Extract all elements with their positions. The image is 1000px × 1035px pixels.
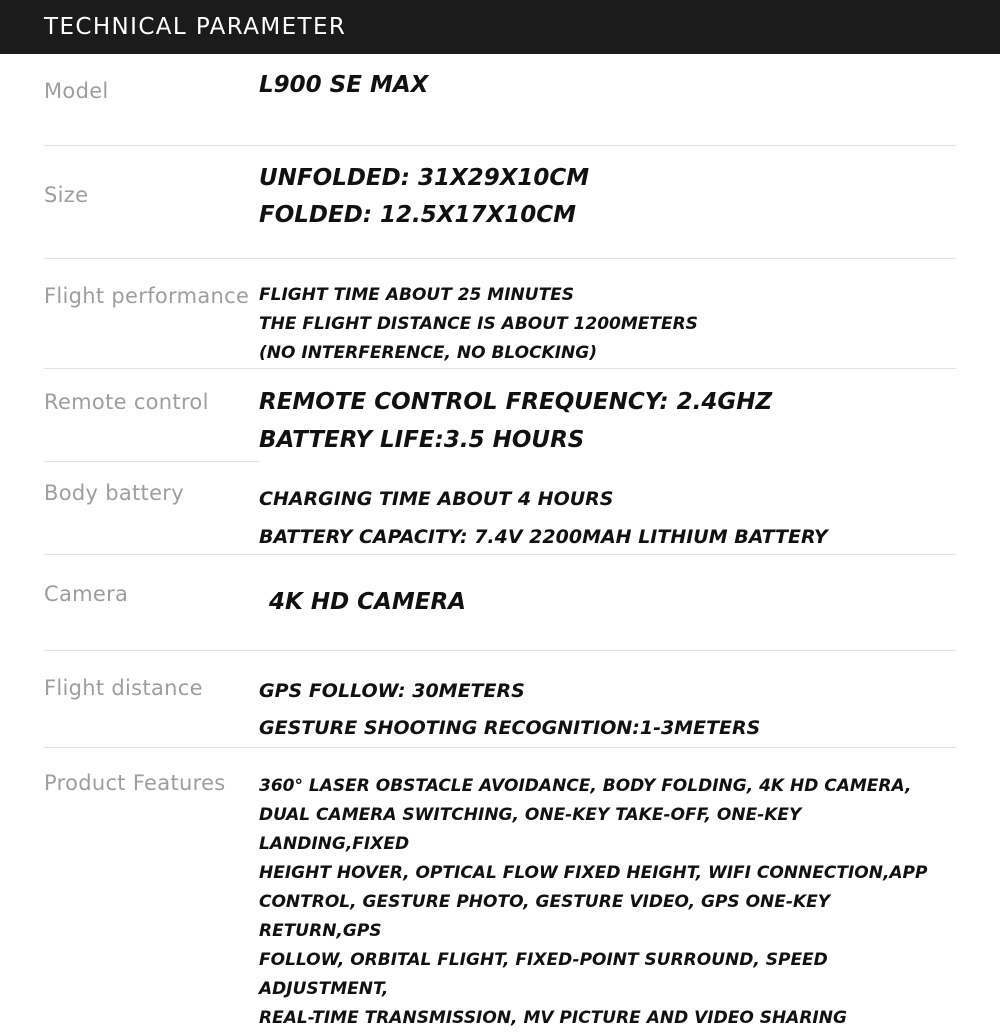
row-label-remote-control — [44, 369, 259, 417]
value-line: CHARGING TIME ABOUT 4 HOURS — [259, 488, 614, 510]
row-value-flight-performance — [259, 259, 956, 368]
value-line: CONTROL, GESTURE PHOTO, GESTURE VIDEO, GPS ONE-KEY RETURN,GPS — [259, 892, 831, 941]
value-line: UNFOLDED: 31X29X10CM — [259, 165, 590, 191]
label-line: performance — [111, 284, 250, 308]
value-line: BATTERY CAPACITY: 7.4V 2200MAH LITHIUM BATTERY — [259, 526, 828, 548]
label-line: Product — [44, 771, 126, 795]
value-line: 360° LASER OBSTACLE AVOIDANCE, BODY FOLDING, 4K HD CAMERA, — [259, 776, 912, 796]
label-line: distance — [111, 676, 203, 700]
value-line: THE FLIGHT DISTANCE IS ABOUT 1200METERS — [259, 314, 698, 334]
row-label-size: Size — [44, 183, 89, 207]
table-row-product-features — [44, 748, 956, 1033]
value-line: FOLDED: 12.5X17X10CM — [259, 202, 577, 228]
value-line: FLIGHT TIME ABOUT 25 MINUTES — [259, 285, 575, 305]
value-line: DUAL CAMERA SWITCHING, ONE-KEY TAKE-OFF, ONE-KEY LANDING,FIXED — [259, 805, 802, 854]
specs-table — [0, 54, 1000, 1033]
value-line: (NO INTERFERENCE, NO BLOCKING) — [259, 343, 597, 363]
value-line: 4K HD CAMERA — [269, 589, 466, 615]
value-line: HEIGHT HOVER, OPTICAL FLOW FIXED HEIGHT, WIFI CONNECTION,APP — [259, 863, 928, 883]
value-line: FOLLOW, ORBITAL FLIGHT, FIXED-POINT SURROUND, SPEED ADJUSTMENT, — [259, 950, 828, 999]
label-line: Remote — [44, 390, 127, 414]
row-value-body-battery — [259, 462, 956, 556]
label-line: Flight — [44, 676, 105, 700]
label-line: battery — [105, 481, 184, 505]
header-bar — [0, 0, 1000, 54]
value-line: GESTURE SHOOTING RECOGNITION:1-3METERS — [259, 717, 761, 739]
value-line: BATTERY LIFE:3.5 HOURS — [259, 427, 585, 453]
label-line: Flight — [44, 284, 105, 308]
row-value-size — [259, 146, 956, 234]
table-row-flight-distance — [44, 651, 956, 748]
label-line: Features — [132, 771, 226, 795]
row-label-flight-performance — [44, 259, 259, 311]
row-value-model — [259, 54, 956, 102]
value-line: REAL-TIME TRANSMISSION, MV PICTURE AND VIDEO SHARING — [259, 1008, 847, 1028]
row-value-product-features — [259, 748, 956, 1033]
table-row-flight-performance — [44, 259, 956, 369]
table-row-body-battery — [44, 462, 956, 555]
table-row-camera — [44, 555, 956, 651]
row-label-body-battery — [44, 462, 259, 508]
value-line: REMOTE CONTROL FREQUENCY: 2.4GHZ — [259, 389, 773, 415]
table-row-model — [44, 54, 956, 146]
value-line: L900 SE MAX — [259, 72, 429, 98]
row-label-product-features — [44, 748, 259, 798]
row-label-model: Model — [44, 79, 109, 103]
value-line: GPS FOLLOW: 30METERS — [259, 680, 525, 702]
row-label-camera: Camera — [44, 582, 129, 606]
page-title: TECHNICAL PARAMETER — [44, 14, 347, 40]
row-value-remote-control — [259, 369, 956, 459]
label-line: control — [133, 390, 209, 414]
row-value-camera — [259, 555, 956, 619]
row-value-flight-distance — [259, 651, 956, 747]
label-line: Body — [44, 481, 99, 505]
table-row-remote-control — [44, 369, 956, 462]
table-row-size — [44, 146, 956, 259]
row-label-flight-distance — [44, 651, 259, 703]
